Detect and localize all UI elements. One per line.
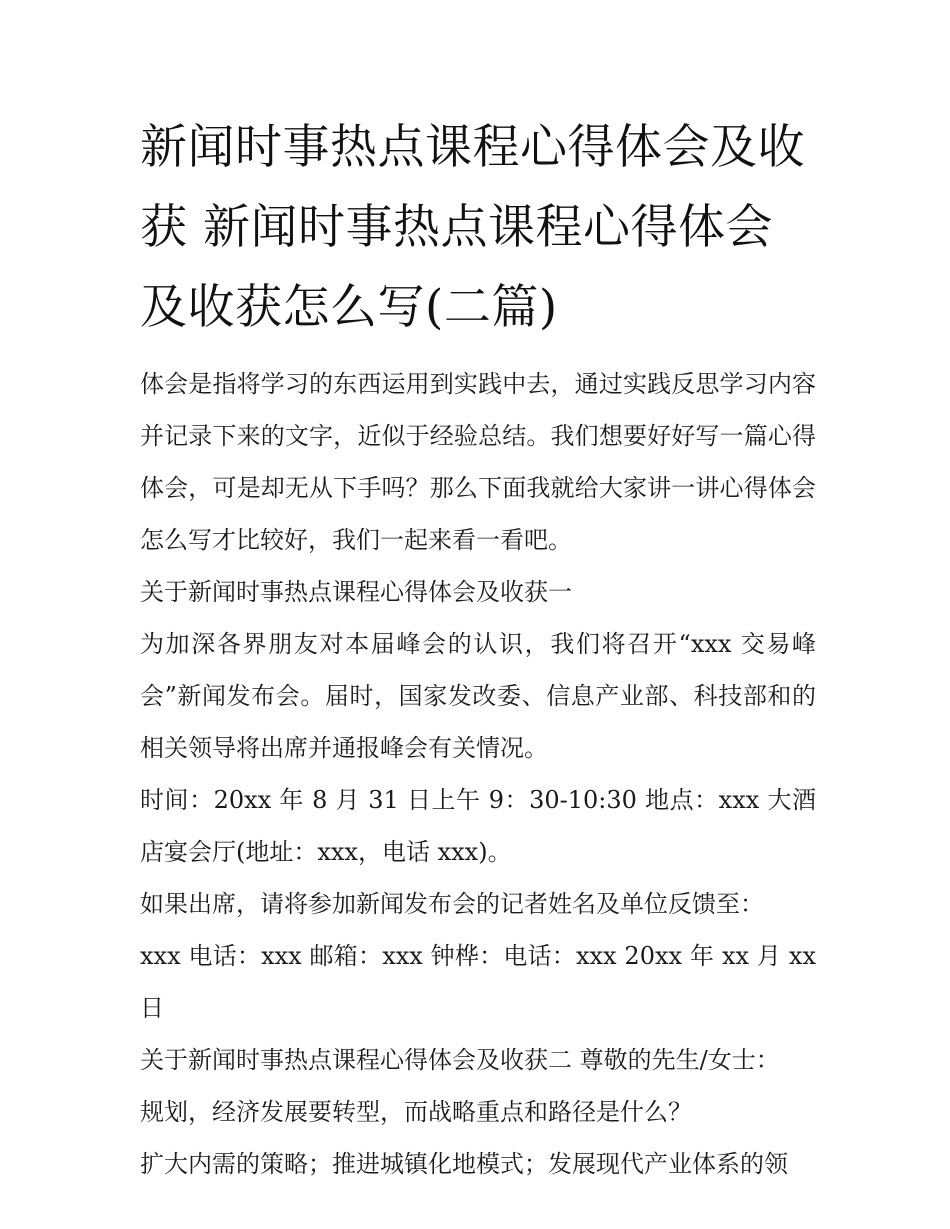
paragraph-time-location: 时间：20xx 年 8 月 31 日上午 9：30-10:30 地点：xxx 大酒店宴会厅(地址：xxx，电话 xxx)。: [140, 786, 816, 866]
document-body: [140, 358, 816, 1190]
paragraph-planning: 规划，经济发展要转型，而战略重点和路径是什么？: [140, 1098, 692, 1126]
paragraph-strategy: 扩大内需的策略；推进城镇化地模式；发展现代产业体系的领: [140, 1150, 788, 1178]
paragraph-contact: xxx 电话：xxx 邮箱：xxx 钟桦：电话：xxx 20xx 年 xx 月 xx 日: [140, 942, 816, 1022]
section-heading-one: 关于新闻时事热点课程心得体会及收获一: [140, 578, 572, 606]
paragraph-intro: 体会是指将学习的东西运用到实践中去，通过实践反思学习内容并记录下来的文字，近似于经验总结。我们想要好好写一篇心得体会，可是却无从下手吗？那么下面我就给大家讲一讲心得体会怎么写才比较好，我们一起来看一看吧。: [140, 370, 816, 554]
document-title: 新闻时事热点课程心得体会及收获 新闻时事热点课程心得体会及收获怎么写(二篇): [140, 120, 805, 335]
section-heading-two: 关于新闻时事热点课程心得体会及收获二 尊敬的先生/女士：: [140, 1046, 780, 1074]
paragraph-rsvp: 如果出席，请将参加新闻发布会的记者姓名及单位反馈至：: [140, 890, 764, 918]
document-content: [140, 108, 816, 1190]
paragraph-invitation: 为加深各界朋友对本届峰会的认识，我们将召开“xxx 交易峰会”新闻发布会。届时，国家发改委、信息产业部、科技部和的相关领导将出席并通报峰会有关情况。: [140, 630, 816, 762]
